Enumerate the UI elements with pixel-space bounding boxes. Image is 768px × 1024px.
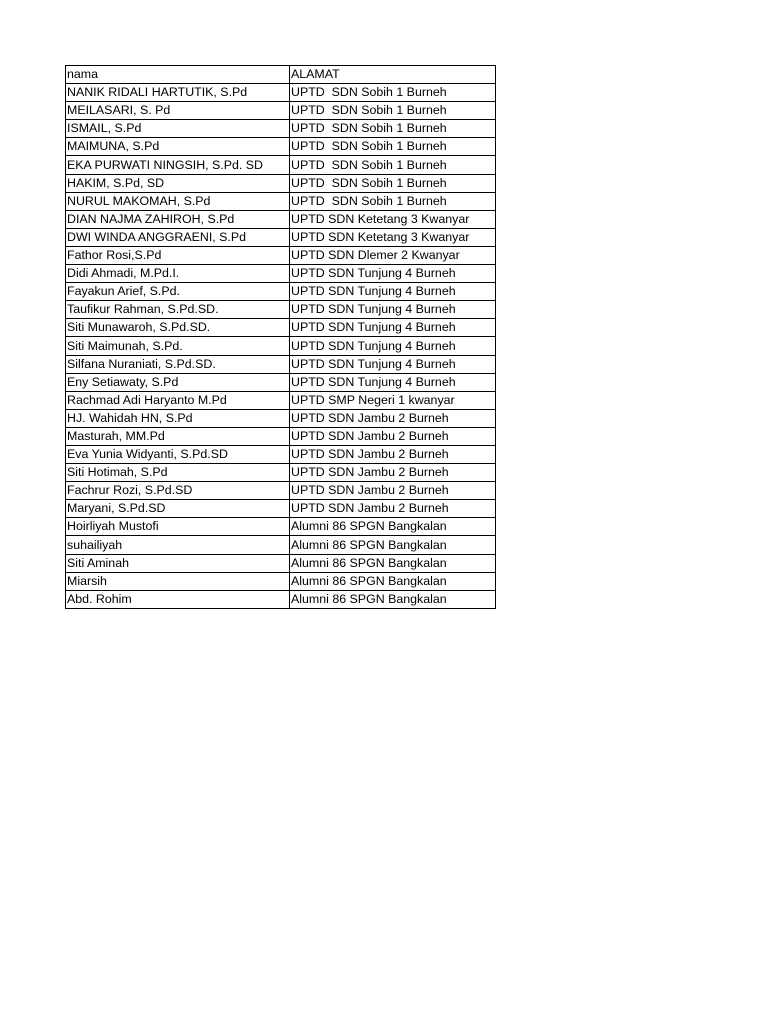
cell-alamat[interactable]: UPTD SDN Jambu 2 Burneh (290, 500, 496, 518)
cell-nama[interactable]: Fayakun Arief, S.Pd. (66, 283, 290, 301)
cell-nama[interactable]: Siti Maimunah, S.Pd. (66, 337, 290, 355)
cell-nama[interactable]: Abd. Rohim (66, 590, 290, 608)
table-row (66, 500, 496, 518)
cell-alamat[interactable]: Alumni 86 SPGN Bangkalan (290, 536, 496, 554)
table-row (66, 174, 496, 192)
cell-alamat[interactable]: UPTD SDN Jambu 2 Burneh (290, 464, 496, 482)
table-row (66, 337, 496, 355)
table-row (66, 572, 496, 590)
cell-alamat[interactable]: UPTD SDN Jambu 2 Burneh (290, 427, 496, 445)
cell-nama[interactable]: Siti Munawaroh, S.Pd.SD. (66, 319, 290, 337)
cell-alamat[interactable]: Alumni 86 SPGN Bangkalan (290, 572, 496, 590)
cell-alamat[interactable]: Alumni 86 SPGN Bangkalan (290, 590, 496, 608)
cell-nama[interactable]: Fathor Rosi,S.Pd (66, 246, 290, 264)
table-row (66, 301, 496, 319)
cell-nama[interactable]: Miarsih (66, 572, 290, 590)
cell-alamat[interactable]: UPTD SDN Sobih 1 Burneh (290, 156, 496, 174)
table-row (66, 482, 496, 500)
cell-alamat[interactable]: UPTD SDN Ketetang 3 Kwanyar (290, 210, 496, 228)
table-row (66, 84, 496, 102)
cell-nama[interactable]: Didi Ahmadi, M.Pd.I. (66, 265, 290, 283)
cell-alamat[interactable]: UPTD SDN Sobih 1 Burneh (290, 138, 496, 156)
table-row (66, 319, 496, 337)
table-row (66, 265, 496, 283)
cell-alamat[interactable]: UPTD SDN Ketetang 3 Kwanyar (290, 228, 496, 246)
cell-alamat[interactable]: UPTD SDN Sobih 1 Burneh (290, 102, 496, 120)
table-row (66, 283, 496, 301)
cell-alamat[interactable]: UPTD SDN Jambu 2 Burneh (290, 409, 496, 427)
table-row (66, 536, 496, 554)
table-row (66, 427, 496, 445)
cell-nama[interactable]: Hoirliyah Mustofi (66, 518, 290, 536)
cell-nama[interactable]: Rachmad Adi Haryanto M.Pd (66, 391, 290, 409)
cell-nama[interactable]: Siti Aminah (66, 554, 290, 572)
data-table (65, 65, 496, 609)
cell-alamat[interactable]: UPTD SDN Tunjung 4 Burneh (290, 337, 496, 355)
table-row (66, 102, 496, 120)
cell-nama[interactable]: MAIMUNA, S.Pd (66, 138, 290, 156)
table-row (66, 156, 496, 174)
cell-alamat[interactable]: Alumni 86 SPGN Bangkalan (290, 518, 496, 536)
table-row (66, 355, 496, 373)
cell-alamat[interactable]: UPTD SDN Tunjung 4 Burneh (290, 373, 496, 391)
table-row (66, 464, 496, 482)
cell-nama[interactable]: NURUL MAKOMAH, S.Pd (66, 192, 290, 210)
cell-nama[interactable]: Silfana Nuraniati, S.Pd.SD. (66, 355, 290, 373)
cell-alamat[interactable]: UPTD SDN Tunjung 4 Burneh (290, 301, 496, 319)
cell-nama[interactable]: EKA PURWATI NINGSIH, S.Pd. SD (66, 156, 290, 174)
table-row (66, 192, 496, 210)
cell-nama[interactable]: NANIK RIDALI HARTUTIK, S.Pd (66, 84, 290, 102)
table-row (66, 138, 496, 156)
table-row (66, 246, 496, 264)
cell-alamat[interactable]: UPTD SDN Jambu 2 Burneh (290, 482, 496, 500)
table-row (66, 445, 496, 463)
cell-nama[interactable]: Eny Setiawaty, S.Pd (66, 373, 290, 391)
cell-alamat[interactable]: UPTD SMP Negeri 1 kwanyar (290, 391, 496, 409)
cell-alamat[interactable]: UPTD SDN Dlemer 2 Kwanyar (290, 246, 496, 264)
table-row (66, 590, 496, 608)
table-row (66, 120, 496, 138)
cell-nama[interactable]: HAKIM, S.Pd, SD (66, 174, 290, 192)
cell-alamat[interactable]: Alumni 86 SPGN Bangkalan (290, 554, 496, 572)
cell-alamat[interactable]: UPTD SDN Tunjung 4 Burneh (290, 319, 496, 337)
cell-nama[interactable]: Fachrur Rozi, S.Pd.SD (66, 482, 290, 500)
table-body (66, 84, 496, 609)
table-row (66, 391, 496, 409)
table-row (66, 409, 496, 427)
cell-nama[interactable]: ISMAIL, S.Pd (66, 120, 290, 138)
table-row (66, 554, 496, 572)
cell-alamat[interactable]: UPTD SDN Jambu 2 Burneh (290, 445, 496, 463)
cell-nama[interactable]: MEILASARI, S. Pd (66, 102, 290, 120)
cell-alamat[interactable]: UPTD SDN Tunjung 4 Burneh (290, 355, 496, 373)
header-row (66, 66, 496, 84)
cell-nama[interactable]: Taufikur Rahman, S.Pd.SD. (66, 301, 290, 319)
cell-nama[interactable]: Masturah, MM.Pd (66, 427, 290, 445)
cell-alamat[interactable]: UPTD SDN Sobih 1 Burneh (290, 120, 496, 138)
cell-nama[interactable]: DIAN NAJMA ZAHIROH, S.Pd (66, 210, 290, 228)
cell-alamat[interactable]: UPTD SDN Sobih 1 Burneh (290, 192, 496, 210)
header-cell-alamat[interactable]: ALAMAT (290, 66, 496, 84)
cell-alamat[interactable]: UPTD SDN Sobih 1 Burneh (290, 84, 496, 102)
cell-alamat[interactable]: UPTD SDN Tunjung 4 Burneh (290, 265, 496, 283)
cell-nama[interactable]: Siti Hotimah, S.Pd (66, 464, 290, 482)
spreadsheet-sheet (65, 65, 496, 609)
cell-alamat[interactable]: UPTD SDN Sobih 1 Burneh (290, 174, 496, 192)
cell-nama[interactable]: suhailiyah (66, 536, 290, 554)
cell-nama[interactable]: DWI WINDA ANGGRAENI, S.Pd (66, 228, 290, 246)
cell-nama[interactable]: HJ. Wahidah HN, S.Pd (66, 409, 290, 427)
header-cell-nama[interactable]: nama (66, 66, 290, 84)
cell-alamat[interactable]: UPTD SDN Tunjung 4 Burneh (290, 283, 496, 301)
cell-nama[interactable]: Maryani, S.Pd.SD (66, 500, 290, 518)
table-row (66, 210, 496, 228)
table-row (66, 518, 496, 536)
table-row (66, 373, 496, 391)
table-row (66, 228, 496, 246)
cell-nama[interactable]: Eva Yunia Widyanti, S.Pd.SD (66, 445, 290, 463)
